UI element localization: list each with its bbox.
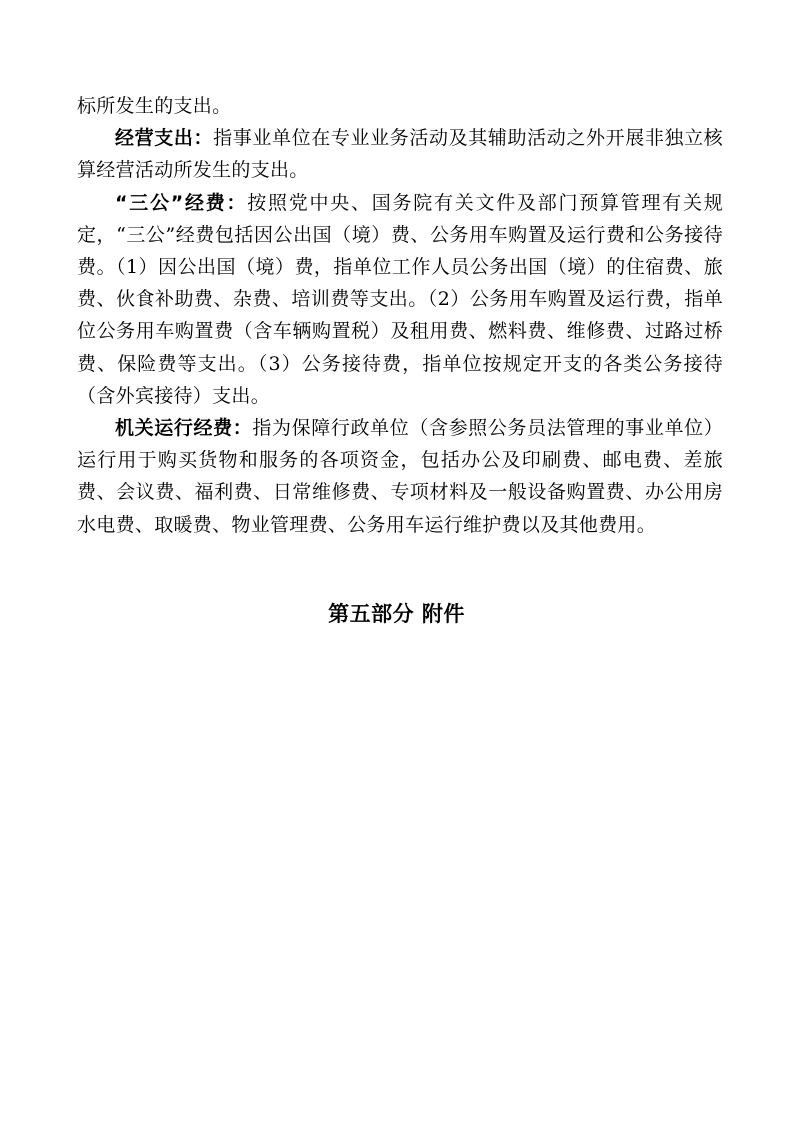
section-title: 第五部分 附件 (328, 602, 465, 626)
paragraph-text: 指为保障行政单位（含参照公务员法管理的事业单位）运行用于购买货物和服务的各项资金，包括办公及印刷费、邮电费、差旅费、会议费、福利费、日常维修费、专项材料及一般设备购置费、办公用房水电费、取暖费、物业管理费、公务用车运行维护费以及其他费用。 (77, 417, 724, 536)
paragraph-continuation (77, 90, 723, 122)
paragraph-agency-operating-funds (77, 412, 723, 541)
term-agency-operating-funds: 机关运行经费： (115, 417, 253, 440)
paragraph-business-expenditure (77, 122, 723, 186)
term-business-expenditure: 经营支出： (115, 127, 214, 150)
paragraph-text: 按照党中央、国务院有关文件及部门预算管理有关规定，“三公”经费包括因公出国（境）费、公务用车购置及运行费和公务接待费。（1）因公出国（境）费，指单位工作人员公务出国（境）的住宿费、旅费、伙食补助费、杂费、培训费等支出。（2）公务用车购置及运行费，指单位公务用车购置费（含车辆购置税）及租用费、燃料费、维修费、过路过桥费、保险费等支出。（3）公务接待费，指单位按规定开支的各类公务接待（含外宾接待）支出。 (77, 191, 723, 407)
term-three-public-expenses: “三公”经费： (115, 191, 248, 214)
paragraph-text: 指事业单位在专业业务活动及其辅助活动之外开展非独立核算经营活动所发生的支出。 (77, 127, 723, 182)
paragraph-text: 标所发生的支出。 (77, 95, 232, 117)
document-body (77, 90, 723, 541)
paragraph-three-public-expenses (77, 187, 723, 412)
